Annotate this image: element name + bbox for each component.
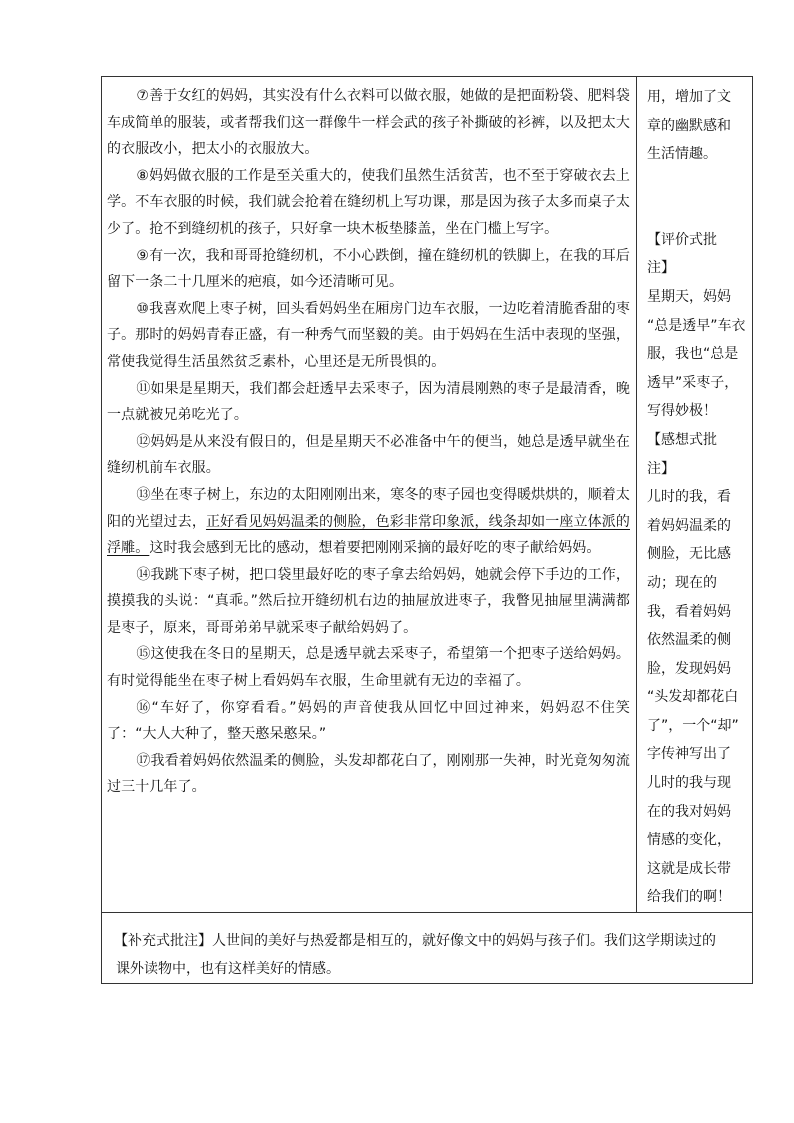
- supplementary-note-line-1: 【补充式批注】人世间的美好与热爱都是相互的，就好像文中的妈妈与孩子们。我们这学期读过的: [114, 933, 716, 950]
- annotation-column: [637, 77, 753, 913]
- paragraph-14: ⑭我跳下枣子树，把口袋里最好吃的枣子拿去给妈妈，她就会停下手边的工作，摸摸我的头说：“真乖。”然后拉开缝纫机右边的抽屉放进枣子，我瞥见抽屉里满满都是枣子，原来，哥哥弟弟早就采枣子献给妈妈了。: [107, 566, 630, 636]
- note-2-line: 写得妙极！: [647, 403, 717, 420]
- paragraph-15: ⑮这使我在冬日的星期天，总是透早就去采枣子，希望第一个把枣子送给妈妈。有时觉得能坐在枣子树上看妈妈车衣服，生命里就有无边的幸福了。: [107, 646, 630, 690]
- note-3-line: “头发却都花白: [647, 689, 739, 706]
- supplementary-note-row: [102, 913, 753, 984]
- paragraph-13-underlined: 正好看见妈妈温柔的侧脸，色彩非常印象派，线条却如一座立体派的浮雕。: [107, 513, 630, 557]
- paragraph-13-before: ⑬坐在枣子树上，东边的太阳刚刚出来，寒冬的枣子园也变得暖烘烘的，顺着太阳的光望过去，: [107, 486, 630, 530]
- note-3-line: 儿时的我，看: [647, 489, 731, 506]
- note-1-line: 章的幽默感和: [647, 117, 731, 134]
- annotation-table: [101, 76, 753, 984]
- paragraph-17: ⑰我看着妈妈依然温柔的侧脸，头发却都花白了，刚刚那一失神，时光竟匆匆流过三十几年了。: [107, 752, 630, 796]
- paragraph-12: ⑫妈妈是从来没有假日的，但是星期天不必准备中午的便当，她总是透早就坐在缝纫机前车衣服。: [107, 433, 630, 477]
- paragraph-13-after: 这时我会感到无比的感动，想着要把刚刚采摘的最好吃的枣子献给妈妈。: [149, 540, 601, 557]
- note-3-line: 【感想式批: [647, 431, 717, 448]
- note-2-line: 服，我也“总是: [647, 346, 739, 363]
- paragraph-13: [107, 482, 630, 562]
- note-2-line: 透早”采枣子，: [647, 374, 739, 391]
- paragraph-16: ⑯“车好了，你穿看看。”妈妈的声音使我从回忆中回过神来，妈妈忍不住笑了：“大人大种了，整天憨呆憨呆。”: [107, 699, 630, 743]
- note-3-line: 字传神写出了: [647, 746, 731, 763]
- note-3-line: 我，看着妈妈: [647, 603, 731, 620]
- note-2-line: 注】: [647, 260, 675, 277]
- note-2-line: 星期天，妈妈: [647, 288, 731, 305]
- note-1-line: 生活情趣。: [647, 146, 717, 163]
- note-spacer: [647, 169, 748, 226]
- note-3-line: 儿时的我与现: [647, 775, 731, 792]
- paragraph-8: ⑧妈妈做衣服的工作是至关重大的，使我们虽然生活贫苦，也不至于穿破衣去上学。不车衣服的时候，我们就会抢着在缝纫机上写功课，那是因为孩子太多而桌子太少了。抢不到缝纫机的孩子，只好拿一块木板垫膝盖，坐在门槛上写字。: [107, 167, 630, 237]
- note-3-line: 依然温柔的侧: [647, 632, 731, 649]
- note-3-line: 脸，发现妈妈: [647, 660, 731, 677]
- note-2-line: 【评价式批: [647, 231, 717, 248]
- paragraph-9: ⑨有一次，我和哥哥抢缝纫机，不小心跌倒，撞在缝纫机的铁脚上，在我的耳后留下一条二十几厘米的疤痕，如今还清晰可见。: [107, 247, 630, 291]
- supplementary-note-line-2: 课外读物中，也有这样美好的情感。: [116, 961, 340, 978]
- note-3-line: 这就是成长带: [647, 860, 731, 877]
- paragraph-7: ⑦善于女红的妈妈，其实没有什么衣料可以做衣服，她做的是把面粉袋、肥料袋车成简单的服装，或者帮我们这一群像牛一样会武的孩子补撕破的衫裤，以及把太大的衣服改小，把太小的衣服放大。: [107, 88, 630, 158]
- note-3-line: 动；现在的: [647, 574, 717, 591]
- note-3-line: 侧脸，无比感: [647, 546, 731, 563]
- paragraph-11: ⑪如果是星期天，我们都会赶透早去采枣子，因为清晨刚熟的枣子是最清香，晚一点就被兄弟吃光了。: [107, 380, 630, 424]
- note-3-line: 着妈妈温柔的: [647, 517, 731, 534]
- note-3-line: 情感的变化，: [647, 832, 731, 849]
- note-2-line: “总是透早”车衣: [647, 317, 746, 334]
- paragraph-10: ⑩我喜欢爬上枣子树，回头看妈妈坐在厢房门边车衣服，一边吃着清脆香甜的枣子。那时的妈妈青春正盛，有一种秀气而坚毅的美。由于妈妈在生活中表现的坚强，常使我觉得生活虽然贫乏素朴，心里还是无所畏惧的。: [107, 300, 630, 370]
- note-3-line: 在的我对妈妈: [647, 803, 731, 820]
- note-3-line: 注】: [647, 460, 675, 477]
- note-1-line: 用，增加了文: [647, 89, 731, 105]
- note-3-line: 了”，一个“却”: [647, 717, 739, 734]
- note-3-line: 给我们的啊！: [647, 889, 731, 906]
- text-column: [102, 77, 637, 913]
